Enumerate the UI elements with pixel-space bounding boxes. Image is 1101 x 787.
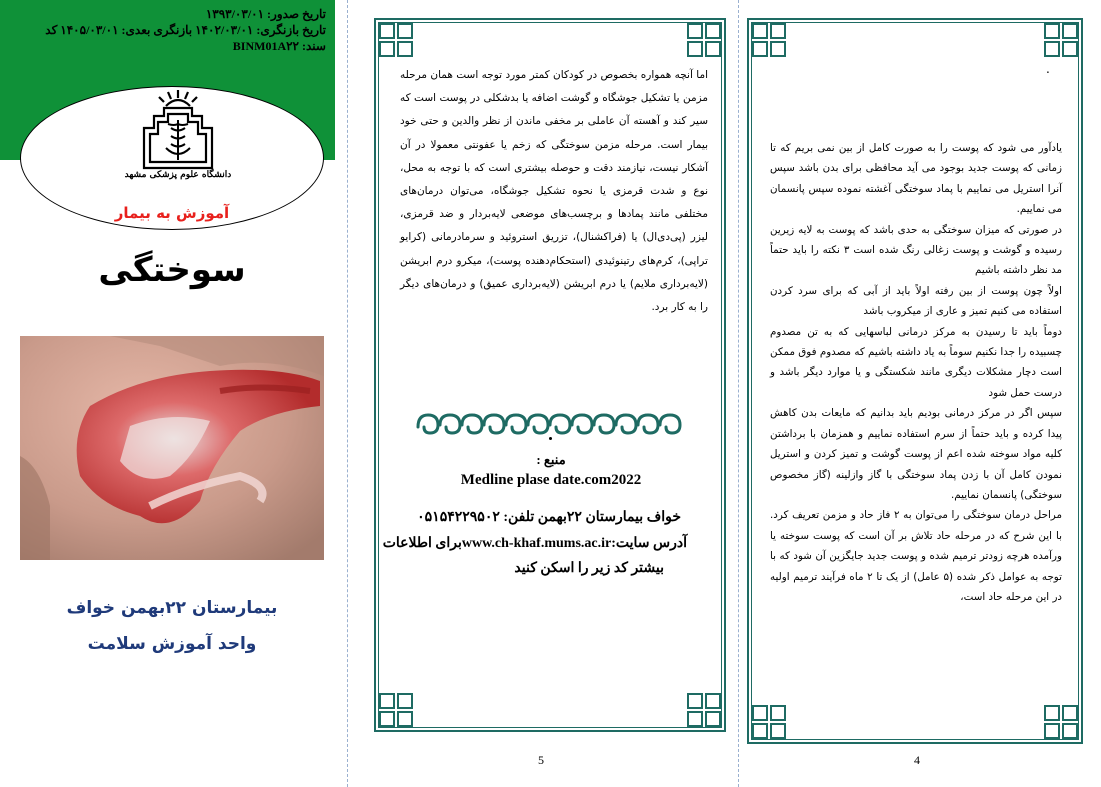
- chronic-phase-paragraph: [400, 64, 708, 319]
- corner-ornament-icon: [1043, 704, 1079, 740]
- document-metadata: [45, 6, 326, 54]
- page-top-mark: .: [1046, 62, 1050, 76]
- corner-ornament-icon: [751, 704, 787, 740]
- corner-ornament-icon: [686, 22, 722, 58]
- panel-divider: [738, 0, 739, 787]
- paragraph-text: سپس اگر در مرکز درمانی بودیم باید بدانیم که مایعات بدن کاهش پیدا کرده و باید حتماً از سرم استفاده نماییم و همزمان با برداشتن کلیه مواد سوخته شده اعم از پوست گوشت و تمیز کردن و استریل نمودن کامل آن با زدن پماد سوختگی با گاز وازلینه (گاز مخصوص سوختگی) پانسمان نماییم.: [770, 407, 1062, 501]
- issue-date: تاریخ صدور: ۱۳۹۳/۰۳/۰۱: [205, 7, 326, 21]
- paragraph-text: یادآور می شود که پوست را به صورت کامل از بین نمی بریم که تا زمانی که پوست جدید بوجود می آید محافظی برای بدن باشد سپس آنرا استریل می نماییم با پماد سوختگی آغشته نموده سپس پانسمان می نماییم.: [770, 142, 1062, 216]
- website-line: آدرس سایت:www.ch-khaf.mums.ac.irبرای اطلاعات: [382, 536, 687, 551]
- corner-ornament-icon: [686, 692, 722, 728]
- health-education-unit: واحد آموزش سلامت: [87, 634, 257, 654]
- paragraph-text: اولاً چون پوست از بین رفته اولاً باید از آبی که برای سرد کردن استفاده می کنیم تمیز و عاری از میکروب باشد: [770, 284, 1062, 318]
- cover-title: سوختگی: [98, 250, 246, 290]
- corner-ornament-icon: [378, 692, 414, 728]
- revision-date: تاریخ بازنگری: ۱۴۰۲/۰۳/۰۱ بازنگری بعدی: ۱۴۰۵/۰۳/۰۱ کد: [45, 23, 326, 37]
- treatment-text: [770, 138, 1062, 607]
- paragraph-text: اما آنچه همواره بخصوص در کودکان کمتر مورد توجه است همان مرحله مزمن یا تشکیل جوشگاه و گوشت اضافه یا بدشکلی در پوست است که سیر کند و آهسته آن عاملی بر مخفی ماندن از نظر والدین و حتی خود بیمار است. مرحله مزمن سوختگی که زخم یا عفونتی معمولا در آن آشکار نیست، نیازمند دقت و حوصله بیشتری است که با توجه به محل، نوع و شدت قرمزی یا نحوه تشکیل جوشگاه، می‌توان درمان‌های مختلفی مانند پمادها و برچسب‌های موضعی لایه‌بردار و ضد قرمزی، لیزر (پی‌دی‌ال) یا (فراکشنال)، تزریق استروئید و سرمادرمانی (کرایو تراپی)، کرم‌های رتینوئیدی (استحکام‌دهنده پوست)، میکرو درم ابریشن (لایه‌برداری ملایم) یا درم ابریشن (لایه‌برداری عمیق) و درمان‌های دیگر را به کار برد.: [400, 69, 708, 314]
- paragraph-text: در صورتی که میزان سوختگی به حدی باشد که پوست به لایه زیرین رسیده و گوشت و پوست زغالی رنگ شده است ۳ نکته را باید حتماً مد نظر داشته باشیم: [770, 223, 1062, 277]
- document-code: سند: BINM01A۲۲: [232, 39, 326, 53]
- university-name: دانشگاه علوم پزشکی مشهد: [124, 170, 232, 180]
- corner-ornament-icon: [378, 22, 414, 58]
- patient-education-label: آموزش به بیمار: [114, 204, 230, 222]
- paragraph-text: دوماً باید تا رسیدن به مرکز درمانی لباسهایی که به تن مصدوم چسبیده را جدا نکنیم سوماً به یاد داشته باشیم که مصدوم فوق ممکن است دچار مشکلات دیگری مانند شکستگی و یا موارد دیگر باشد و درست حمل شود: [770, 325, 1062, 399]
- source-reference: Medline plase date.com2022: [460, 472, 642, 488]
- panel-divider: [347, 0, 348, 787]
- corner-ornament-icon: [1043, 22, 1079, 58]
- contact-phone: خواف بیمارستان ۲۲بهمن تلفن: ۰۵۱۵۴۲۲۹۵۰۲: [417, 510, 681, 525]
- burn-photo: [20, 336, 324, 560]
- corner-ornament-icon: [751, 22, 787, 58]
- source-label: منبع :: [536, 452, 566, 467]
- page-number: 4: [914, 753, 920, 767]
- wave-ornament-icon: [414, 407, 690, 443]
- hospital-name: بیمارستان ۲۲بهمن خواف: [66, 598, 278, 618]
- ornament-dot: [549, 437, 552, 440]
- qr-instruction: بیشتر کد زیر را اسکن کنید: [514, 561, 664, 576]
- paragraph-text: مراحل درمان سوختگی را می‌توان به ۲ فاز حاد و مزمن تعریف کرد. با این شرح که در مرحله حاد تلاش بر آن است که پوست سوخته یا ورآمده هرچه زودتر ترمیم شده و پوست جدید جایگزین آن شود که با توجه به عوامل ذکر شده (۵ عامل) از یک تا ۲ ماه فرآیند ترمیم اولیه در این مرحله حاد است،: [770, 509, 1063, 603]
- page-number: 5: [538, 753, 544, 767]
